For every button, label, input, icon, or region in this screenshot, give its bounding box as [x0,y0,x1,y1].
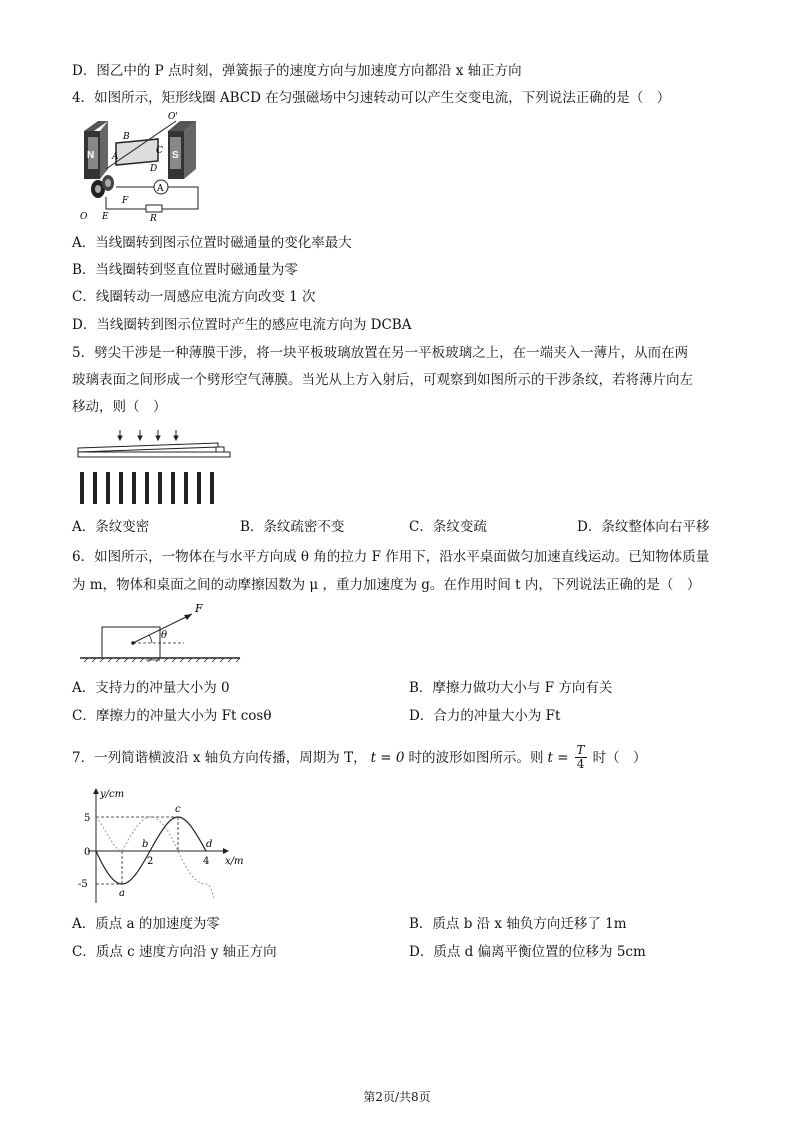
q7-tick-y-0: 0 [84,847,91,858]
q7-wave-figure [78,785,268,910]
q4-label-o: O [80,212,88,222]
q4-option-a: A．当线圈转到图示位置时磁通量的变化率最大 [72,235,352,251]
q7-stem [72,744,647,771]
q7-stem-time-zero: t = 0 [370,749,405,766]
q4-stem: 4．如图所示，矩形线圈 ABCD 在匀强磁场中匀速转动可以产生交变电流，下列说法正确的是（ ） [72,90,671,106]
q4-label-ammeter: A [157,184,164,194]
q7-tick-y-5: 5 [84,813,91,824]
q5-wedge-figure [78,430,238,520]
q7-axis-x-label: x/m [225,856,244,867]
q7-point-c: c [175,804,181,815]
q7-stem-text-e: 时（ ） [592,749,647,766]
q7-point-a: a [119,888,125,899]
q5-option-c: C．条纹变疏 [409,519,487,535]
q4-option-c: C．线圈转动一周感应电流方向改变 1 次 [72,289,316,305]
page-footer: 第2页/共8页 [363,1090,431,1104]
q4-label-n: N [87,150,95,161]
q5-option-d: D．条纹整体向右平移 [577,519,710,535]
q7-point-d: d [206,839,213,850]
q7-option-d: D．质点 d 偏离平衡位置的位移为 5cm [409,944,646,960]
q4-label-r: R [150,214,157,224]
q6-option-a: A．支持力的冲量大小为 0 [72,680,230,696]
q4-label-e: E [102,212,109,222]
q7-stem-text-a: 7．一列简谐横波沿 x 轴负方向传播，周期为 T， [72,749,367,766]
q7-option-a: A．质点 a 的加速度为零 [72,916,220,932]
q4-option-d: D．当线圈转到图示位置时产生的感应电流方向为 DCBA [72,317,412,333]
q6-stem-line1: 6．如图所示，一物体在与水平方向成 θ 角的拉力 F 作用下，沿水平桌面做匀加速直线运动。已知物体质量 [72,549,710,565]
q6-stem-line2: 为 m，物体和桌面之间的动摩擦因数为 μ ，重力加速度为 g。在作用时间 t 内，下列说法正确的是（ ） [72,577,701,593]
q4-label-o-prime: O' [168,112,178,122]
q7-point-b: b [142,839,149,850]
q5-stem-line1: 5．劈尖干涉是一种薄膜干涉，将一块平板玻璃放置在另一平板玻璃之上，在一端夹入一薄片，从而在两 [72,345,689,361]
q6-option-b: B．摩擦力做功大小与 F 方向有关 [409,680,613,696]
q7-stem-text-c: 时的波形如图所示。则 [408,749,544,766]
q7-tick-x-4: 4 [203,856,210,867]
q5-stem-line3: 移动，则（ ） [72,399,167,415]
q7-option-b: B．质点 b 沿 x 轴负方向迁移了 1m [409,916,627,932]
q7-fraction-num: T [576,743,585,757]
q4-label-s: S [172,150,179,161]
q5-option-a: A．条纹变密 [72,519,150,535]
q4-label-c: C [156,146,163,156]
q4-label-b: B [123,132,130,142]
q3-option-d: D．图乙中的 P 点时刻，弹簧振子的速度方向与加速度方向都沿 x 轴正方向 [72,63,522,79]
q4-option-b: B．当线圈转到竖直位置时磁通量为零 [72,262,298,278]
q4-label-f: F [122,196,129,206]
q6-label-theta: θ [161,630,168,641]
q7-axis-y-label: y/cm [100,789,125,800]
q7-fraction [575,744,587,771]
q5-stem-line2: 玻璃表面之间形成一个劈形空气薄膜。当光从上方入射后，可观察到如图所示的干涉条纹，若将薄片向左 [72,372,693,388]
q6-option-d: D．合力的冲量大小为 Ft [409,708,561,724]
q7-stem-t-eq: t = [547,749,569,766]
q4-label-d: D [150,164,158,174]
q7-tick-y-neg5: -5 [78,879,88,890]
q6-block-figure [80,600,250,670]
q7-tick-x-2: 2 [147,856,154,867]
q4-generator-figure [76,113,206,223]
q6-option-c: C．摩擦力的冲量大小为 Ft cosθ [72,708,272,724]
q4-label-a: A [112,152,119,162]
q7-fraction-den: 4 [576,757,585,771]
q5-option-b: B．条纹疏密不变 [240,519,345,535]
q6-label-f: F [195,602,203,615]
q7-option-c: C．质点 c 速度方向沿 y 轴正方向 [72,944,277,960]
